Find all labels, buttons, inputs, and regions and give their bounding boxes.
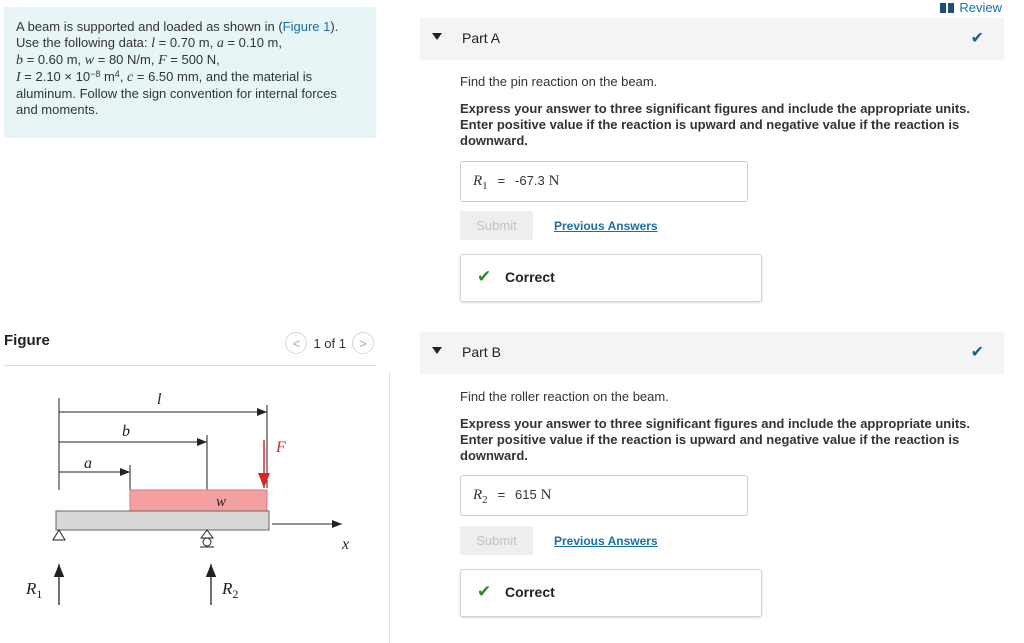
part-b-answer-value: 615 — [515, 487, 537, 502]
part-b-correct-feedback: ✔ Correct — [460, 569, 762, 617]
figure-page-indicator: 1 of 1 — [313, 335, 346, 351]
beam — [56, 511, 269, 530]
part-b-submit-button[interactable]: Submit — [460, 526, 533, 555]
part-b-header[interactable] — [420, 332, 1004, 374]
label-R1: $R_1$ — [26, 579, 43, 601]
part-b-instructions: Express your answer to three significant figures and include the appropriate units. Enter positive value if the reaction is upward and negative value if the reaction is downward. — [460, 416, 970, 463]
part-a-answer-unit: N — [548, 173, 560, 189]
next-figure-button[interactable]: > — [352, 332, 374, 354]
part-a-instructions: Express your answer to three significant figures and include the appropriate units. Enter positive value if the reaction is upward and negative value if the reaction is downward. — [460, 101, 970, 148]
check-icon: ✔ — [477, 267, 492, 286]
label-x: x — [342, 536, 350, 553]
distributed-load — [130, 490, 267, 511]
part-a-correct-feedback: ✔ Correct — [460, 254, 762, 302]
book-icon — [940, 3, 954, 13]
figure-pager — [285, 332, 374, 354]
prev-figure-button[interactable]: < — [285, 332, 307, 354]
part-b-answer-field[interactable]: $R_2 = 615$ N — [460, 475, 748, 516]
part-b-answer-unit: N — [540, 487, 552, 503]
roller-wheel — [203, 538, 211, 546]
part-a-previous-answers-link[interactable]: Previous Answers — [554, 219, 658, 233]
figure-link[interactable]: Figure 1 — [282, 19, 331, 34]
label-a: a — [84, 455, 92, 472]
label-R2: $R_2$ — [222, 579, 239, 601]
label-w: w — [216, 494, 227, 510]
problem-line-2: Use the following data: l = 0.70 m, a = 0.10 m, — [16, 35, 282, 51]
part-b-previous-answers-link[interactable]: Previous Answers — [554, 534, 658, 548]
review-link[interactable]: Review — [940, 0, 1002, 15]
check-icon: ✔ — [477, 582, 492, 601]
part-a-question: Find the pin reaction on the beam. — [460, 74, 658, 89]
beam-figure — [4, 372, 384, 612]
figure-header — [4, 330, 376, 366]
problem-line-3: b = 0.60 m, w = 80 N/m, F = 500 N, — [16, 52, 220, 68]
part-a-title: Part A — [462, 30, 501, 46]
figure-divider — [389, 372, 390, 643]
part-a-submit-button[interactable]: Submit — [460, 211, 533, 240]
part-b-title: Part B — [462, 344, 501, 360]
part-b-question: Find the roller reaction on the beam. — [460, 389, 669, 404]
problem-line-5: aluminum. Follow the sign convention for internal forces — [16, 86, 337, 101]
collapse-arrow-icon — [432, 33, 442, 40]
collapse-arrow-icon — [432, 347, 442, 354]
label-l: l — [157, 391, 162, 408]
figure-title: Figure — [4, 332, 50, 349]
pin-support — [53, 530, 65, 540]
problem-line-6: and moments. — [16, 102, 99, 117]
checkmark-icon: ✔ — [970, 30, 984, 47]
problem-statement — [4, 7, 376, 138]
label-F: F — [276, 439, 286, 456]
part-a-header[interactable] — [420, 18, 1004, 60]
checkmark-icon: ✔ — [970, 344, 984, 361]
part-a-answer-value: -67.3 — [515, 173, 545, 188]
problem-line-1: A beam is supported and loaded as shown in (Figure 1). — [16, 19, 339, 34]
roller-support — [201, 530, 213, 538]
part-a-answer-field[interactable]: $R_1 = -67.3$ N — [460, 161, 748, 202]
label-b: b — [122, 423, 130, 440]
problem-line-4: $I = 2.10 \times 10^{-8}$ $m^4$, c = 6.50 mm, and the material is — [16, 69, 313, 85]
